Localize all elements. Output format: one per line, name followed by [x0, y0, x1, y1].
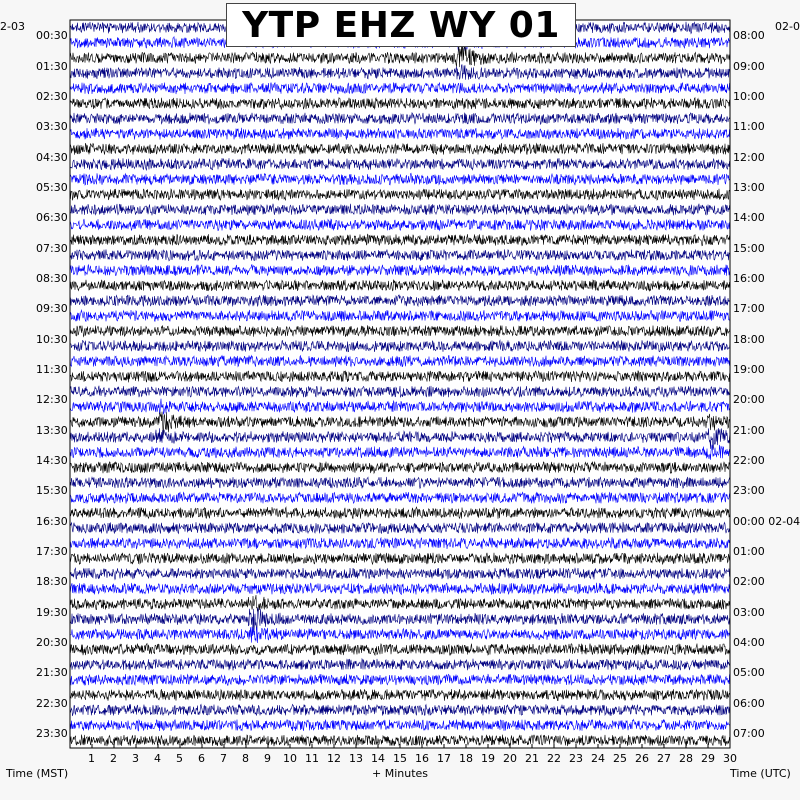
- x-tick-label: 16: [415, 752, 429, 765]
- right-time-label: 06:00: [733, 696, 765, 710]
- left-time-label: 18:30: [36, 575, 68, 589]
- left-time-label: 22:30: [36, 696, 68, 710]
- station-title-box: [226, 3, 576, 47]
- left-time-label: 15:30: [36, 484, 68, 498]
- x-tick-label: 13: [349, 752, 363, 765]
- right-time-label: 16:00: [733, 271, 765, 285]
- right-time-label: 20:00: [733, 393, 765, 407]
- right-date-label: 02-0: [775, 20, 800, 33]
- left-time-label: 07:30: [36, 241, 68, 255]
- right-time-label: 05:00: [733, 666, 765, 680]
- x-tick-label: 5: [176, 752, 183, 765]
- left-time-label: 17:30: [36, 544, 68, 558]
- right-time-label: 11:00: [733, 120, 765, 134]
- x-tick-label: 18: [459, 752, 473, 765]
- left-axis-label: Time (MST): [6, 767, 69, 780]
- left-time-label: 13:30: [36, 423, 68, 437]
- left-time-label: 08:30: [36, 271, 68, 285]
- right-time-label: 23:00: [733, 484, 765, 498]
- x-tick-label: 26: [635, 752, 649, 765]
- x-tick-label: 7: [220, 752, 227, 765]
- right-time-label: 17:00: [733, 302, 765, 316]
- right-time-label: 09:00: [733, 59, 765, 73]
- right-time-label: 13:00: [733, 180, 765, 194]
- right-time-label: 03:00: [733, 605, 765, 619]
- x-tick-label: 9: [264, 752, 271, 765]
- right-time-label: 18:00: [733, 332, 765, 346]
- right-time-label: 12:00: [733, 150, 765, 164]
- left-time-label: 06:30: [36, 211, 68, 225]
- x-tick-label: 24: [591, 752, 605, 765]
- x-tick-label: 8: [242, 752, 249, 765]
- left-time-label: 19:30: [36, 605, 68, 619]
- x-tick-label: 11: [305, 752, 319, 765]
- x-tick-label: 6: [198, 752, 205, 765]
- right-time-label: 14:00: [733, 211, 765, 225]
- x-tick-label: 21: [525, 752, 539, 765]
- x-tick-label: 29: [701, 752, 715, 765]
- x-tick-label: 22: [547, 752, 561, 765]
- left-time-label: 02:30: [36, 89, 68, 103]
- x-tick-label: 1: [88, 752, 95, 765]
- station-title: YTP EHZ WY 01: [242, 4, 560, 46]
- x-tick-label: 28: [679, 752, 693, 765]
- right-time-label: 10:00: [733, 89, 765, 103]
- plot-area: [70, 20, 730, 748]
- right-time-label: 08:00: [733, 29, 765, 43]
- left-time-label: 20:30: [36, 635, 68, 649]
- left-time-label: 10:30: [36, 332, 68, 346]
- x-tick-label: 23: [569, 752, 583, 765]
- left-time-label: 11:30: [36, 362, 68, 376]
- x-tick-label: 20: [503, 752, 517, 765]
- left-time-label: 03:30: [36, 120, 68, 134]
- right-time-label: 02:00: [733, 575, 765, 589]
- x-tick-label: 25: [613, 752, 627, 765]
- x-tick-label: 3: [132, 752, 139, 765]
- left-time-label: 16:30: [36, 514, 68, 528]
- x-axis-label: + Minutes: [372, 767, 429, 780]
- right-axis-label: Time (UTC): [730, 767, 791, 780]
- x-tick-label: 12: [327, 752, 341, 765]
- left-time-label: 23:30: [36, 726, 68, 740]
- left-time-label: 05:30: [36, 180, 68, 194]
- left-time-label: 04:30: [36, 150, 68, 164]
- x-tick-label: 27: [657, 752, 671, 765]
- right-time-label: 00:00 02-04: [733, 514, 800, 528]
- left-time-label: 01:30: [36, 59, 68, 73]
- left-time-label: 09:30: [36, 302, 68, 316]
- right-time-label: 07:00: [733, 726, 765, 740]
- right-time-label: 21:00: [733, 423, 765, 437]
- x-tick-label: 2: [110, 752, 117, 765]
- right-time-label: 15:00: [733, 241, 765, 255]
- left-time-label: 14:30: [36, 453, 68, 467]
- x-tick-label: 17: [437, 752, 451, 765]
- left-time-label: 00:30: [36, 29, 68, 43]
- x-tick-label: 30: [723, 752, 737, 765]
- left-time-label: 12:30: [36, 393, 68, 407]
- right-time-label: 04:00: [733, 635, 765, 649]
- x-tick-label: 19: [481, 752, 495, 765]
- right-time-label: 01:00: [733, 544, 765, 558]
- x-tick-label: 15: [393, 752, 407, 765]
- right-time-label: 19:00: [733, 362, 765, 376]
- x-tick-label: 14: [371, 752, 385, 765]
- x-tick-label: 4: [154, 752, 161, 765]
- right-time-label: 22:00: [733, 453, 765, 467]
- left-time-label: 21:30: [36, 666, 68, 680]
- x-tick-label: 10: [283, 752, 297, 765]
- left-date-label: 2-03: [0, 20, 25, 33]
